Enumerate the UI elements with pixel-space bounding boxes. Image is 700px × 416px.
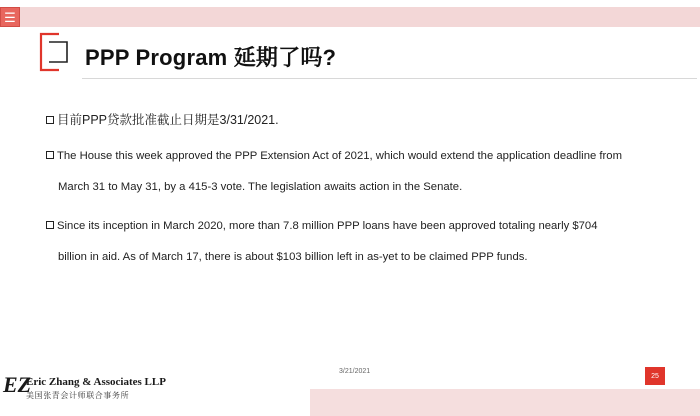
page-number-badge: 25 xyxy=(645,367,665,385)
bullet-text: 目前PPP贷款批准截止日期是3/31/2021. xyxy=(57,113,279,127)
bullet-2-continuation: March 31 to May 31, by a 415-3 vote. The legislation awaits action in the Senate. xyxy=(58,181,463,193)
title-bracket-icon xyxy=(39,32,73,72)
bullet-text: The House this week approved the PPP Extension Act of 2021, which would extend the application deadline from xyxy=(57,150,622,162)
footer-date: 3/21/2021 xyxy=(339,368,371,375)
firm-name-cn: 美国张青会计师联合事务所 xyxy=(26,391,130,400)
bullet-text: Since its inception in March 2020, more than 7.8 million PPP loans have been approved totaling nearly $704 xyxy=(57,220,598,232)
bottom-band xyxy=(310,389,700,416)
checkbox-bullet-icon xyxy=(46,151,54,159)
firm-logo-mark: EZ xyxy=(3,372,32,397)
menu-button[interactable] xyxy=(0,7,20,27)
bullet-2 xyxy=(46,150,622,162)
checkbox-bullet-icon xyxy=(46,221,54,229)
top-band xyxy=(0,7,700,27)
slide-title: PPP Program 延期了吗? xyxy=(85,45,337,70)
hamburger-menu-icon: ☰ xyxy=(4,9,16,25)
checkbox-bullet-icon xyxy=(46,116,54,124)
bullet-3 xyxy=(46,220,598,232)
firm-name: Eric Zhang & Associates LLP xyxy=(26,376,166,388)
bullet-1 xyxy=(46,110,279,128)
title-divider xyxy=(82,78,697,79)
bullet-3-continuation: billion in aid. As of March 17, there is about $103 billion left in as-yet to be claimed PPP funds. xyxy=(58,251,528,263)
